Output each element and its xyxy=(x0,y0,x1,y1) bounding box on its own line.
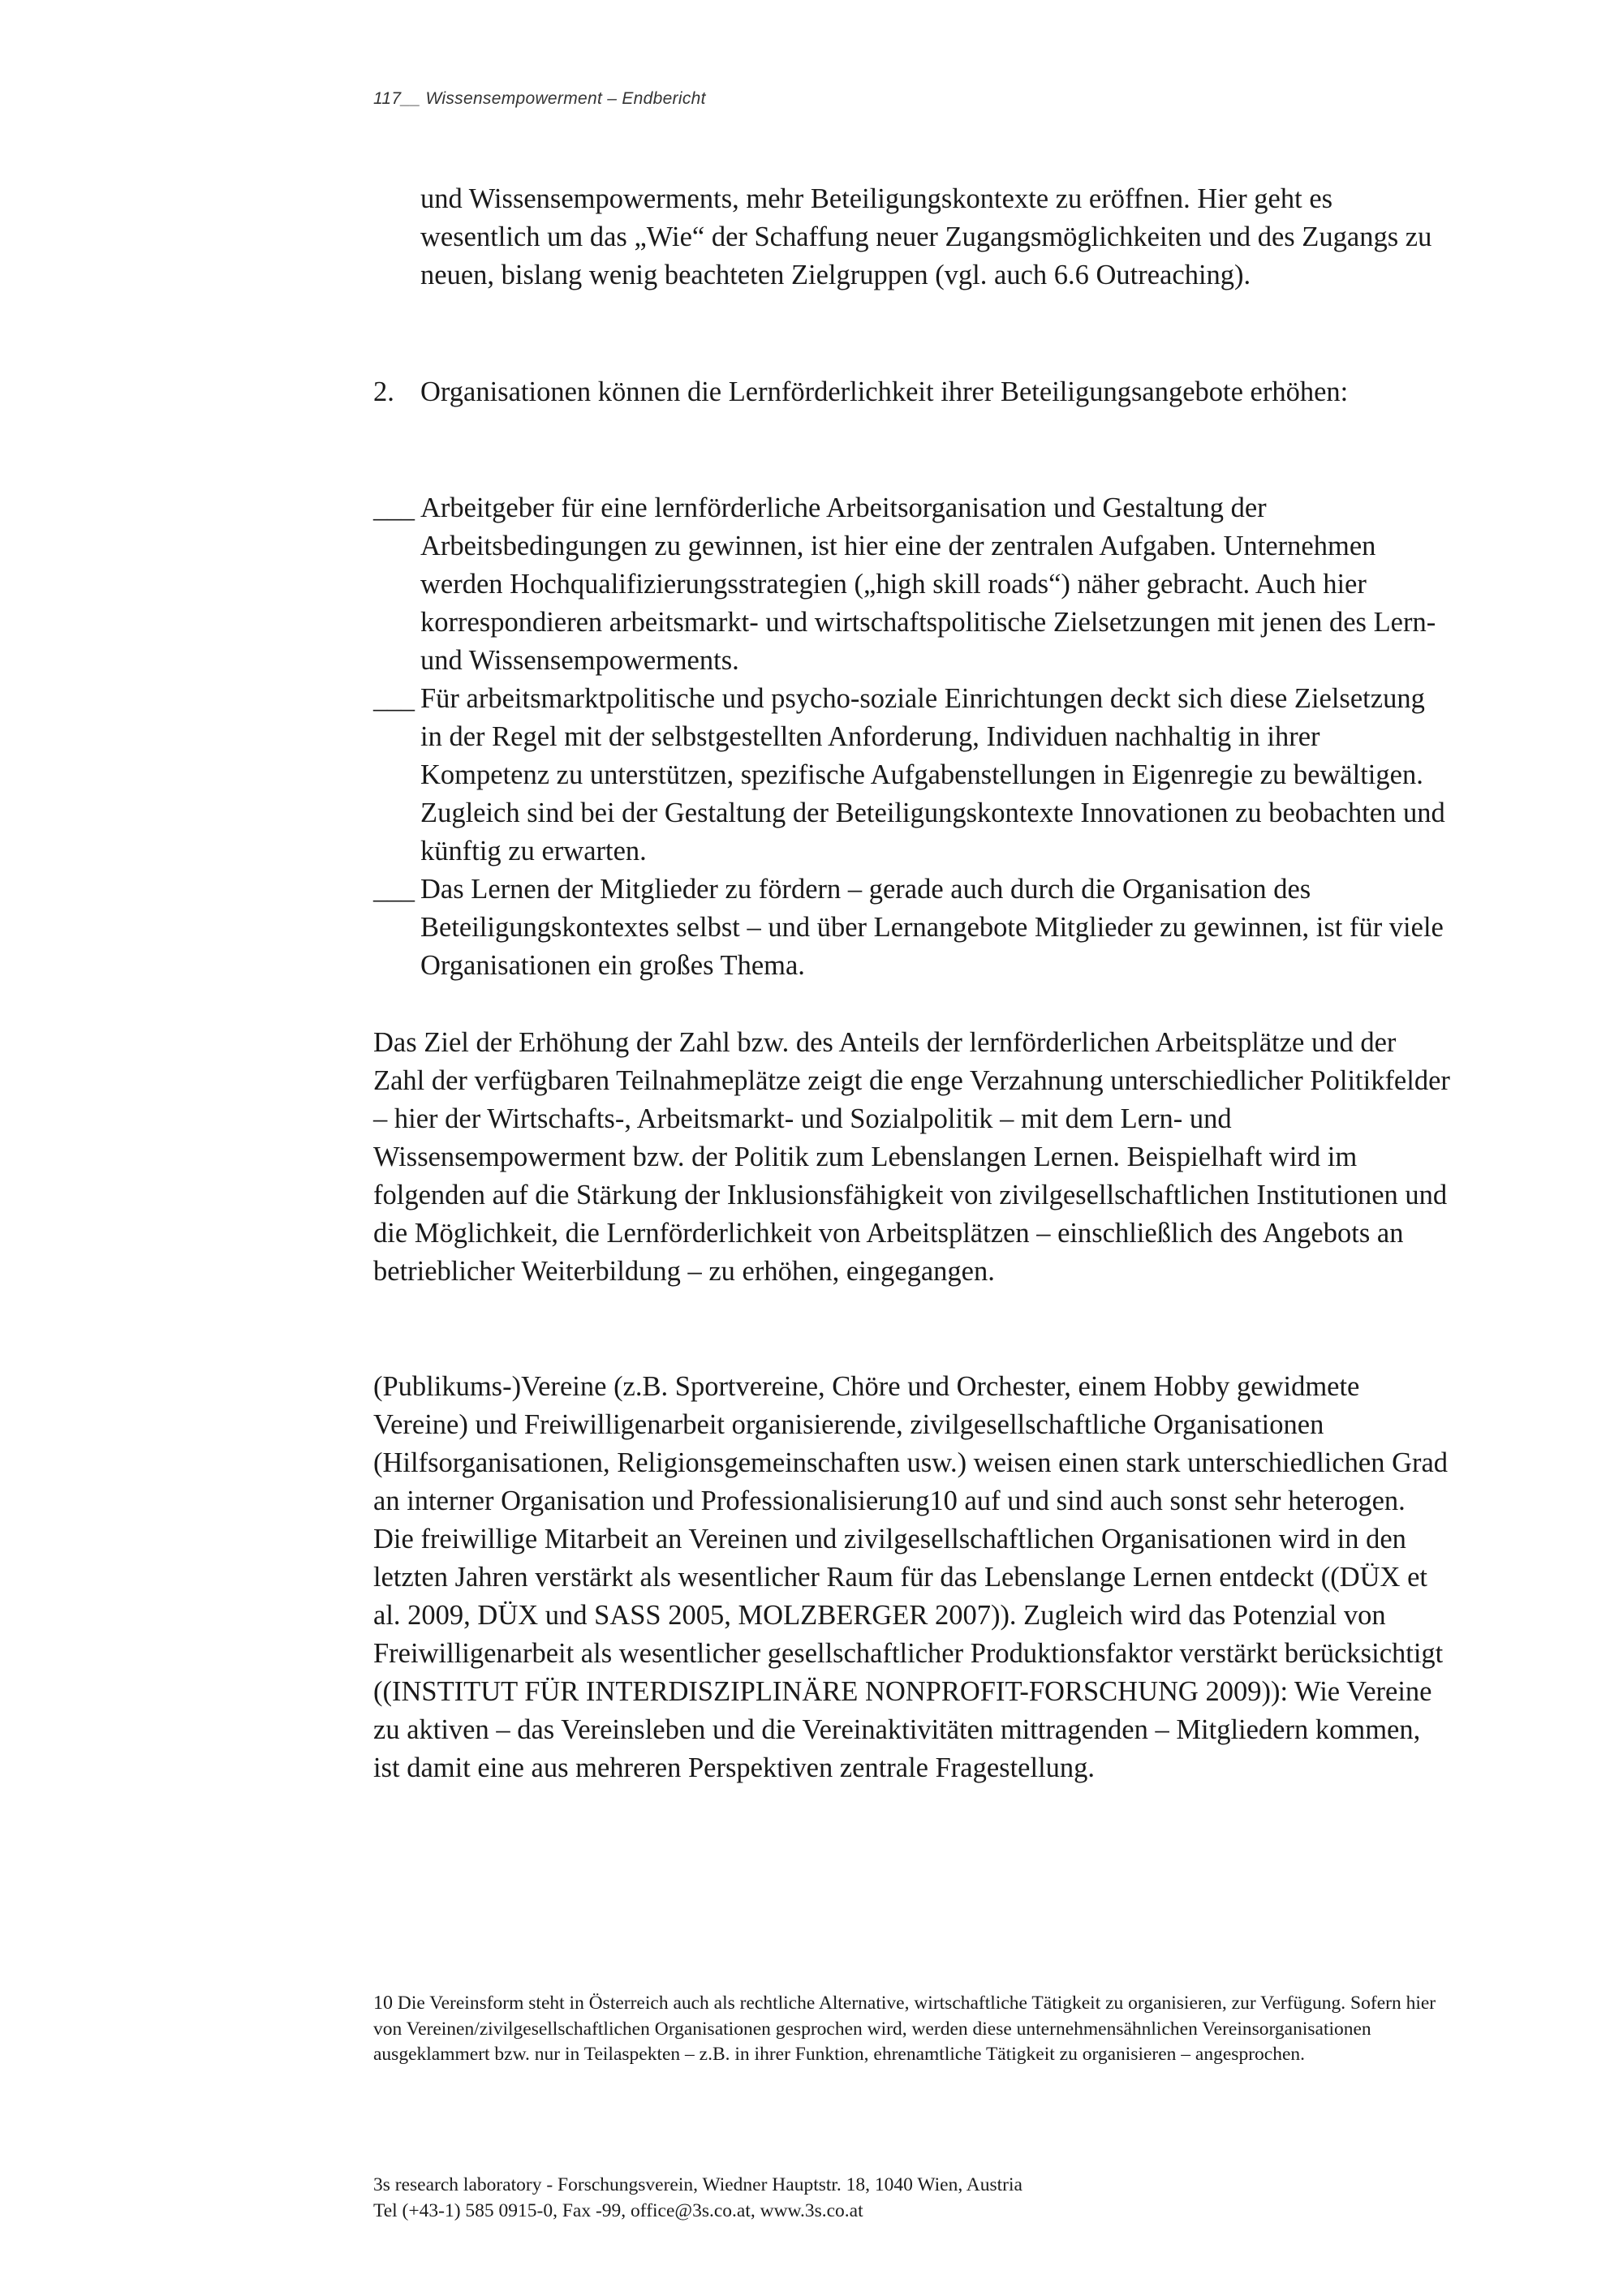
bullet-text: Für arbeitsmarktpolitische und psycho-soziale Einrichtungen deckt sich diese Zielsetzung in der Regel mit der selbstgestellten Anforderung, Individuen nachhaltig in ihrer Kompetenz zu unterstützen, spezifische Aufgabenstellungen in Eigenregie zu bewältigen. Zugleich sind bei der Gestaltung der Beteiligungskontexte Innovationen zu beobachten und künftig zu erwarten. xyxy=(420,683,1445,866)
footer-contact: Tel (+43-1) 585 0915-0, Fax -99, office@3s.co.at, www.3s.co.at xyxy=(373,2199,863,2221)
footnote-text: Die Vereinsform steht in Österreich auch als rechtliche Alternative, wirtschaftliche Tätigkeit zu organisieren, zur Verfügung. Sofern hier von Vereinen/zivilgesellschaftlichen Organisationen gesprochen wird, werden diese unternehmensähnlichen Vereinsorganisationen ausgeklammert bzw. nur in Teilaspekten – z.B. in ihrer Funktion, ehrenamtliche Tätigkeit zu organisieren – angesprochen. xyxy=(373,1993,1436,2065)
item-text: Organisationen können die Lernförderlichkeit ihrer Beteiligungsangebote erhöhen: xyxy=(420,376,1349,407)
page-header: 117__ Wissensempowerment – Endbericht xyxy=(373,89,706,108)
numbered-item-2 xyxy=(373,373,1453,411)
page-footer xyxy=(373,2173,1022,2224)
paragraph-ziel: Das Ziel der Erhöhung der Zahl bzw. des Anteils der lernförderlichen Arbeitsplätze und der Zahl der verfügbaren Teilnahmeplätze zeigt die enge Verzahnung unterschiedlicher Politikfelder – hier der Wirtschafts-, Arbeitsmarkt- und Sozialpolitik – mit dem Lern- und Wissensempowerment bzw. der Politik zum Lebenslangen Lernen. Beispielhaft wird im folgenden auf die Stärkung der Inklusionsfähigkeit von zivilgesellschaftlichen Institutionen und die Möglichkeit, die Lernförderlichkeit von Arbeitsplätzen – einschließlich des Angebots an betrieblicher Weiterbildung – zu erhöhen, eingegangen. xyxy=(373,1027,1450,1287)
paragraph-vereine xyxy=(373,1368,1453,1787)
bullet-dash: ___ xyxy=(373,875,415,905)
paragraph-vereine-part1: (Publikums-)Vereine (z.B. Sportvereine, Chöre und Orchester, einem Hobby gewidmete Vereine) und Freiwilligenarbeit organisierende, zivilgesellschaftliche Organisationen (Hilfsorganisationen, Religionsgemeinschaften usw.) weisen einen stark unterschiedlichen Grad an interner Organisation und Professionalisierung xyxy=(373,1371,1449,1516)
footnote-reference[interactable]: 10 xyxy=(929,1486,958,1516)
bullet-text: Arbeitgeber für eine lernförderliche Arbeitsorganisation und Gestaltung der Arbeitsbedingungen zu gewinnen, ist hier eine der zentralen Aufgaben. Unternehmen werden Hochqualifizierungsstrategien („high skill roads“) näher gebracht. Auch hier korrespondieren arbeitsmarkt- und wirtschaftspolitische Zielsetzungen mit jenen des Lern- und Wissensempowerments. xyxy=(420,492,1436,676)
bullet-text: Das Lernen der Mitglieder zu fördern – gerade auch durch die Organisation des Beteiligungskontextes selbst – und über Lernangebote Mitglieder zu gewinnen, ist für viele Organisationen ein großes Thema. xyxy=(420,874,1444,981)
bullet-item xyxy=(373,489,1453,680)
footer-address: 3s research laboratory - Forschungsverein, Wiedner Hauptstr. 18, 1040 Wien, Austria xyxy=(373,2174,1022,2195)
footnote xyxy=(373,1991,1453,2068)
bullet-item xyxy=(373,871,1453,985)
bullet-dash: ___ xyxy=(373,493,415,523)
item-number: 2. xyxy=(373,376,394,407)
bullet-item xyxy=(373,680,1453,871)
bullet-dash: ___ xyxy=(373,684,415,714)
paragraph-continuation: und Wissensempowerments, mehr Beteiligungskontexte zu eröffnen. Hier geht es wesentlich um das „Wie“ der Schaffung neuer Zugangsmöglichkeiten und des Zugangs zu neuen, bislang wenig beachteten Zielgruppen (vgl. auch 6.6 Outreaching). xyxy=(420,183,1432,290)
footnote-number: 10 xyxy=(373,1993,393,2014)
paragraph-vereine-part2: auf und sind auch sonst sehr heterogen. Die freiwillige Mitarbeit an Vereinen und zivilgesellschaftlichen Organisationen wird in den letzten Jahren verstärkt als wesentlicher Raum für das Lebenslange Lernen entdeckt ((DÜX et al. 2009, DÜX und SASS 2005, MOLZBERGER 2007)). Zugleich wird das Potenzial von Freiwilligenarbeit als wesentlicher gesellschaftlicher Produktionsfaktor verstärkt berücksichtigt ((INSTITUT FÜR INTERDISZIPLINÄRE NONPROFIT-FORSCHUNG 2009)): Wie Vereine zu aktiven – das Vereinsleben und die Vereinaktivitäten mittragenden – Mitgliedern kommen, ist damit eine aus mehreren Perspektiven zentrale Fragestellung. xyxy=(373,1486,1444,1783)
